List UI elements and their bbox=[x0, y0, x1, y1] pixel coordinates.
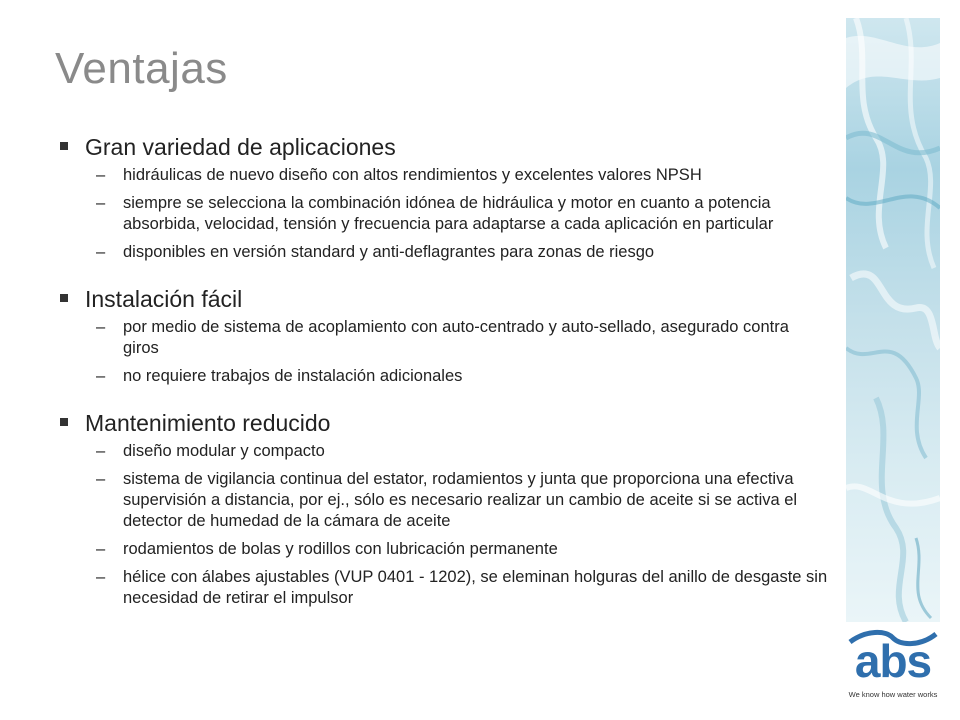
section-heading: Instalación fácil bbox=[85, 286, 243, 312]
sub-item-text: rodamientos de bolas y rodillos con lubricación permanente bbox=[123, 540, 558, 558]
section-applications bbox=[58, 132, 828, 263]
water-texture bbox=[846, 18, 940, 622]
square-bullet-icon bbox=[60, 142, 68, 150]
dash-bullet: – bbox=[96, 442, 106, 460]
sub-item bbox=[96, 567, 828, 609]
water-image bbox=[846, 18, 940, 622]
sub-item bbox=[96, 539, 828, 560]
sub-item bbox=[96, 441, 828, 462]
dash-bullet: – bbox=[96, 367, 106, 385]
sub-item-text: por medio de sistema de acoplamiento con auto-centrado y auto-sellado, asegurado contra giros bbox=[123, 318, 789, 357]
dash-bullet: – bbox=[96, 166, 106, 184]
logo-tagline: We know how water works bbox=[848, 690, 938, 699]
bullet-row bbox=[58, 408, 828, 438]
sub-item-text: disponibles en versión standard y anti-deflagrantes para zonas de riesgo bbox=[123, 243, 655, 261]
square-bullet-icon bbox=[60, 294, 68, 302]
sub-item-text: hélice con álabes ajustables (VUP 0401 - 1202), se eleminan holguras del anillo de desgaste sin necesidad de retirar el impulsor bbox=[123, 568, 828, 607]
sub-list bbox=[96, 317, 828, 387]
section-heading: Gran variedad de aplicaciones bbox=[85, 134, 396, 160]
sub-item-text: no requiere trabajos de instalación adicionales bbox=[123, 367, 463, 385]
square-bullet-icon bbox=[60, 418, 68, 426]
sub-item-text: sistema de vigilancia continua del estator, rodamientos y junta que proporciona una efectiva supervisión a distancia, por ej., sólo es necesario realizar un cambio de aceite si se activa el detector de humedad de la cámara de aceite bbox=[123, 470, 798, 530]
sub-list bbox=[96, 441, 828, 609]
sub-item-text: diseño modular y compacto bbox=[123, 442, 325, 460]
dash-bullet: – bbox=[96, 568, 106, 586]
section-heading: Mantenimiento reducido bbox=[85, 410, 331, 436]
dash-bullet: – bbox=[96, 540, 106, 558]
sub-item bbox=[96, 242, 828, 263]
dash-bullet: – bbox=[96, 243, 106, 261]
bullet-row bbox=[58, 284, 828, 314]
section-installation bbox=[58, 284, 828, 387]
sub-item bbox=[96, 366, 828, 387]
section-maintenance bbox=[58, 408, 828, 609]
dash-bullet: – bbox=[96, 470, 106, 488]
abs-logo bbox=[846, 626, 940, 706]
sub-item bbox=[96, 193, 828, 235]
bullet-content bbox=[58, 132, 828, 630]
bullet-row bbox=[58, 132, 828, 162]
sub-item bbox=[96, 469, 828, 532]
dash-bullet: – bbox=[96, 194, 106, 212]
logo-text: abs bbox=[854, 635, 932, 687]
sub-item-text: hidráulicas de nuevo diseño con altos rendimientos y excelentes valores NPSH bbox=[123, 166, 702, 184]
sub-list bbox=[96, 165, 828, 263]
sub-item bbox=[96, 165, 828, 186]
sub-item bbox=[96, 317, 828, 359]
slide-title: Ventajas bbox=[55, 44, 228, 93]
dash-bullet: – bbox=[96, 318, 106, 336]
sub-item-text: siempre se selecciona la combinación idónea de hidráulica y motor en cuanto a potencia absorbida, velocidad, tensión y frecuencia para adaptarse a cada aplicación en particular bbox=[123, 194, 774, 233]
